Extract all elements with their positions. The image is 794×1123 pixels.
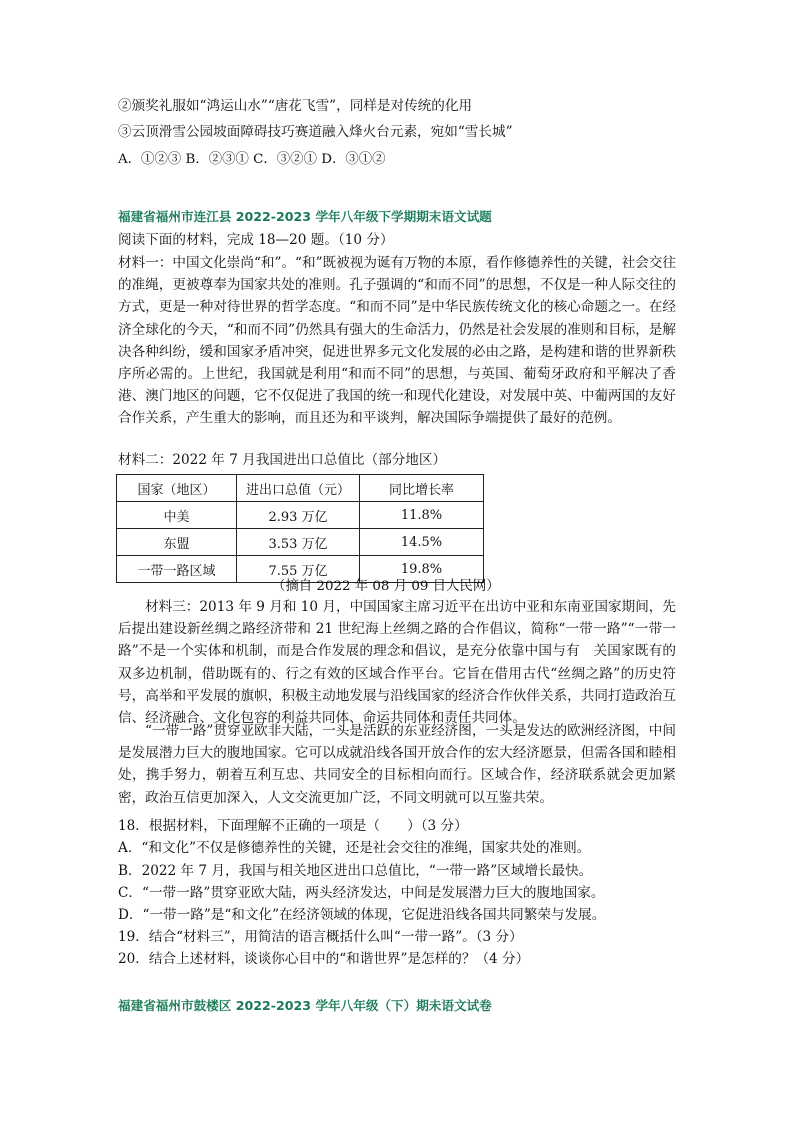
- table-header: 同比增长率: [360, 475, 484, 502]
- reading-intro: 阅读下面的材料，完成 18—20 题。（10 分）: [118, 232, 394, 248]
- table-cell: 7.55 万亿: [237, 556, 360, 583]
- table-row: [117, 502, 484, 529]
- table-header: 国家（地区）: [117, 475, 237, 502]
- material-3-paragraph-2: “一带一路”贯穿亚欧非大陆，一头是活跃的东亚经济图，一头是发达的欧洲经济图，中间是发展潜力巨大的腹地国家。它可以成就沿线各国开放合作的宏大经济愿景，但需各国和睦相处，携手努力，朝着互利互忠、共同安全的目标相向而行。区域合作，经济联系就会更加紧密，政治互信更加深入，人文交流更加广泛，不同文明就可以互鉴共荣。: [118, 723, 676, 806]
- question-18: 18．根据材料，下面理解不正确的一项是（ ）（3 分）: [118, 818, 468, 834]
- table-cell: 一带一路区域: [117, 556, 237, 583]
- question-18-option-d: D．“一带一路”是“和文化”在经济领域的体现，它促进沿线各国共同繁荣与发展。: [118, 907, 606, 923]
- material-1: 材料一：中国文化崇尚“和”。“和”既被视为诞有万物的本原，看作修德养性的关键，社会交往的准绳，更被尊奉为国家共处的准则。孔子强调的“和而不同”的思想，不仅是一种人际交往的方式，更是一种对待世界的哲学态度。“和而不同”是中华民族传统文化的核心命题之一。在经济全球化的今天，“和而不同”仍然具有强大的生命活力，仍然是社会发展的准则和目标，是解决各种纠纷，缓和国家矛盾冲突，促进世界多元文化发展的必由之路，是构建和谐的世界新秩序所必需的。上世纪，我国就是利用“和而不同”的思想，与英国、葡萄牙政府和平解决了香港、澳门地区的问题，它不仅促进了我国的统一和现代化建设，对发展中英、中葡两国的友好合作关系，产生重大的影响，而且还为和平谈判，解决国际争端提供了最好的范例。: [118, 255, 676, 427]
- table-cell: 3.53 万亿: [237, 529, 360, 556]
- question-18-option-c: C．“一带一路”贯穿亚欧大陆，两头经济发达，中间是发展潜力巨大的腹地国家。: [118, 885, 605, 901]
- material-3-paragraph-1: 材料三：2013 年 9 月和 10 月，中国国家主席习近平在出访中亚和东南亚国家期间，先后提出建设新丝绸之路经济带和 21 世纪海上丝绸之路的合作倡议，简称“一带一路”“一带一路”不是一个实体和机制，而是合作发展的理念和倡议，是充分依靠中国与有 关国家既有的双多边机制，借助既有的、行之有效的区域合作平台。它旨在借用古代“丝绸之路”的历史符号，高举和平发展的旗帜，积极主动地发展与沿线国家的经济合作伙伴关系，共同打造政治互信、经济融合、文化包容的利益共同体、命运共同体和责任共同体。: [118, 599, 676, 727]
- table-cell: 14.5%: [360, 529, 484, 556]
- section-heading-gulou: 福建省福州市鼓楼区 2022-2023 学年八年级（下）期未语文试卷: [118, 998, 492, 1013]
- table-cell: 2.93 万亿: [237, 502, 360, 529]
- trade-table: [116, 474, 484, 583]
- table-cell: 中美: [117, 502, 237, 529]
- table-cell: 19.8%: [360, 556, 484, 583]
- material-2-title: 材料二：2022 年 7 月我国进出口总值比（部分地区）: [118, 452, 447, 468]
- table-source: （摘自 2022 年 08 月 09 日人民网）: [272, 579, 500, 594]
- table-row: [117, 529, 484, 556]
- option-2: ②颁奖礼服如“鸿运山水”“唐花飞雪”，同样是对传统的化用: [118, 98, 473, 114]
- question-18-option-a: A．“和文化”不仅是修德养性的关键，还是社会交往的准绳，国家共处的准则。: [118, 840, 591, 856]
- table-header-row: [117, 475, 484, 502]
- question-18-option-b: B．2022 年 7 月，我国与相关地区进出口总值比，“一带一路”区域增长最快。: [118, 863, 593, 879]
- table-cell: 东盟: [117, 529, 237, 556]
- question-20: 20．结合上述材料，谈谈你心目中的“和谐世界”是怎样的？（4 分）: [118, 951, 530, 967]
- table-header: 进出口总值（元）: [237, 475, 360, 502]
- section-heading-lianjiang: 福建省福州市连江县 2022-2023 学年八年级下学期期末语文试题: [118, 209, 492, 224]
- table-cell: 11.8%: [360, 502, 484, 529]
- option-3: ③云顶滑雪公园坡面障碍技巧赛道融入烽火台元素，宛如“雪长城”: [118, 124, 513, 140]
- answer-choices: A．①②③ B．②③① C．③②① D．③①②: [118, 152, 386, 167]
- question-19: 19．结合“材料三”，用简洁的语言概括什么叫“一带一路”。（3 分）: [118, 929, 523, 945]
